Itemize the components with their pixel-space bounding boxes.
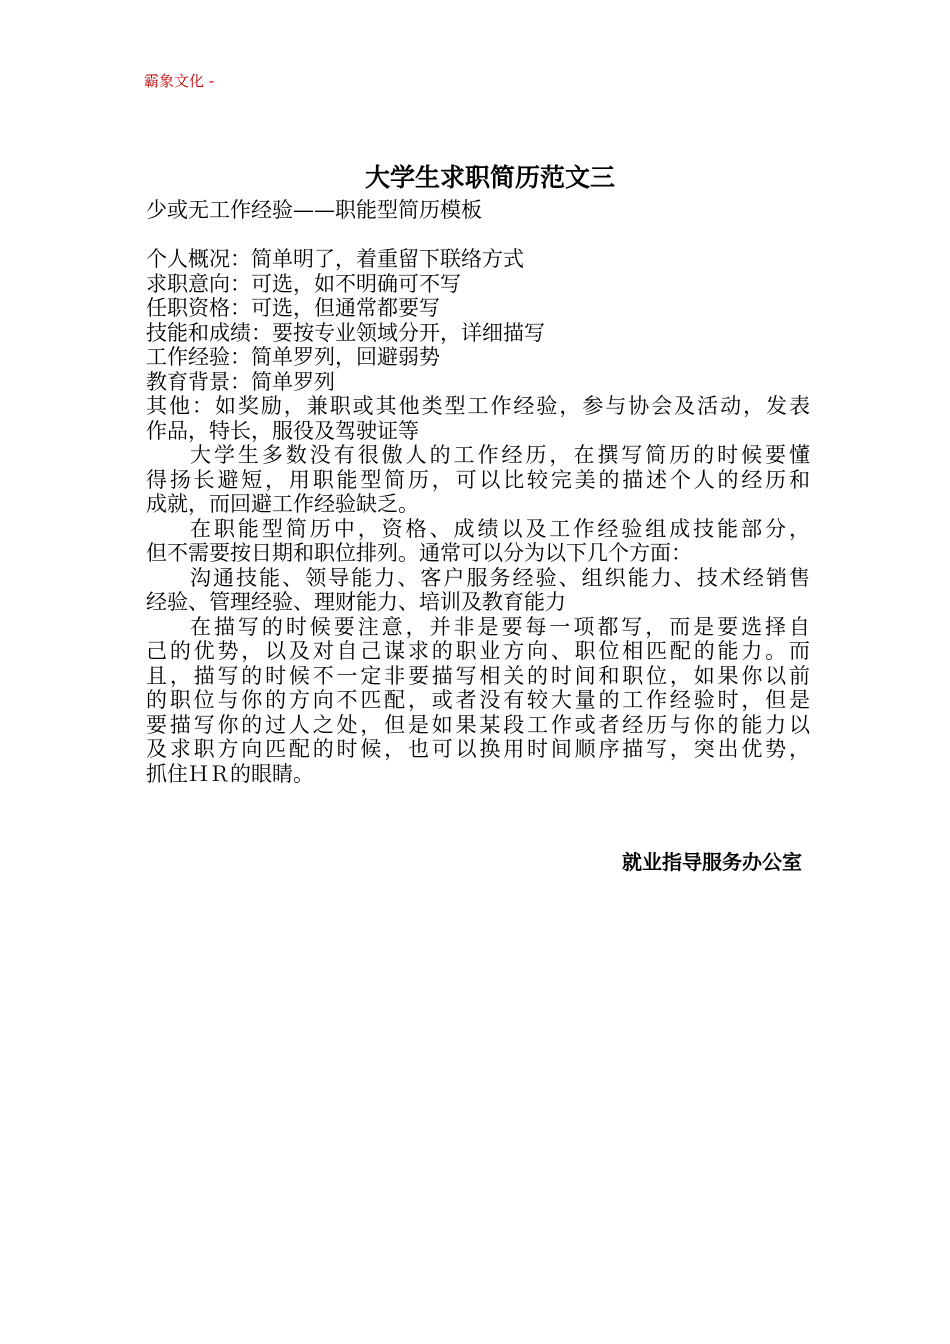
signature-office: 就业指导服务办公室 <box>622 850 802 874</box>
paragraph-3-line-1: 沟通技能、领导能力、客户服务经验、组织能力、技术经销售 <box>190 565 810 590</box>
paragraph-2-line-2: 但不需要按日期和职位排列。通常可以分为以下几个方面： <box>146 541 692 565</box>
paragraph-4-line-6: 及求职方向匹配的时候，也可以换用时间顺序描写，突出优势， <box>146 737 810 761</box>
paragraph-4-line-3: 且，描写的时候不一定非要描写相关的时间和职位，如果你以前 <box>146 663 810 688</box>
paragraph-3-line-2: 经验、管理经验、理财能力、培训及教育能力 <box>146 590 566 614</box>
item-profile: 个人概况：简单明了，着重留下联络方式 <box>146 247 524 271</box>
paragraph-4-line-4: 的职位与你的方向不匹配，或者没有较大量的工作经验时，但是 <box>146 688 810 712</box>
subtitle: 少或无工作经验——职能型简历模板 <box>146 198 482 222</box>
item-skills: 技能和成绩：要按专业领域分开，详细描写 <box>146 320 545 345</box>
item-qualifications: 任职资格：可选，但通常都要写 <box>146 296 440 320</box>
paragraph-1-line-2: 得扬长避短，用职能型简历，可以比较完美的描述个人的经历和 <box>146 467 810 492</box>
blank-line <box>146 223 810 248</box>
document-title: 大学生求职简历范文三 <box>364 163 615 192</box>
paragraph-4-line-5: 要描写你的过人之处，但是如果某段工作或者经历与你的能力以 <box>146 712 810 737</box>
item-other-line-1: 其他：如奖励，兼职或其他类型工作经验，参与协会及活动，发表 <box>146 394 810 418</box>
document-body <box>146 198 810 786</box>
paragraph-4-line-7: 抓住ＨＲ的眼睛。 <box>146 761 314 786</box>
paragraph-1-line-3: 成就，而回避工作经验缺乏。 <box>146 492 419 516</box>
item-education: 教育背景：简单罗列 <box>146 369 335 394</box>
header-watermark: 霸象文化 - <box>144 72 215 90</box>
paragraph-4-line-1: 在描写的时候要注意，并非是要每一项都写，而是要选择自 <box>190 614 810 639</box>
paragraph-4-line-2: 己的优势，以及对自己谋求的职业方向、职位相匹配的能力。而 <box>146 639 810 663</box>
item-other-line-2: 作品，特长，服役及驾驶证等 <box>146 418 419 443</box>
item-experience: 工作经验：简单罗列，回避弱势 <box>146 345 440 369</box>
item-objective: 求职意向：可选，如不明确可不写 <box>146 271 461 296</box>
paragraph-2-line-1: 在职能型简历中，资格、成绩以及工作经验组成技能部分， <box>190 516 810 541</box>
paragraph-1-line-1: 大学生多数没有很傲人的工作经历，在撰写简历的时候要懂 <box>190 443 810 467</box>
